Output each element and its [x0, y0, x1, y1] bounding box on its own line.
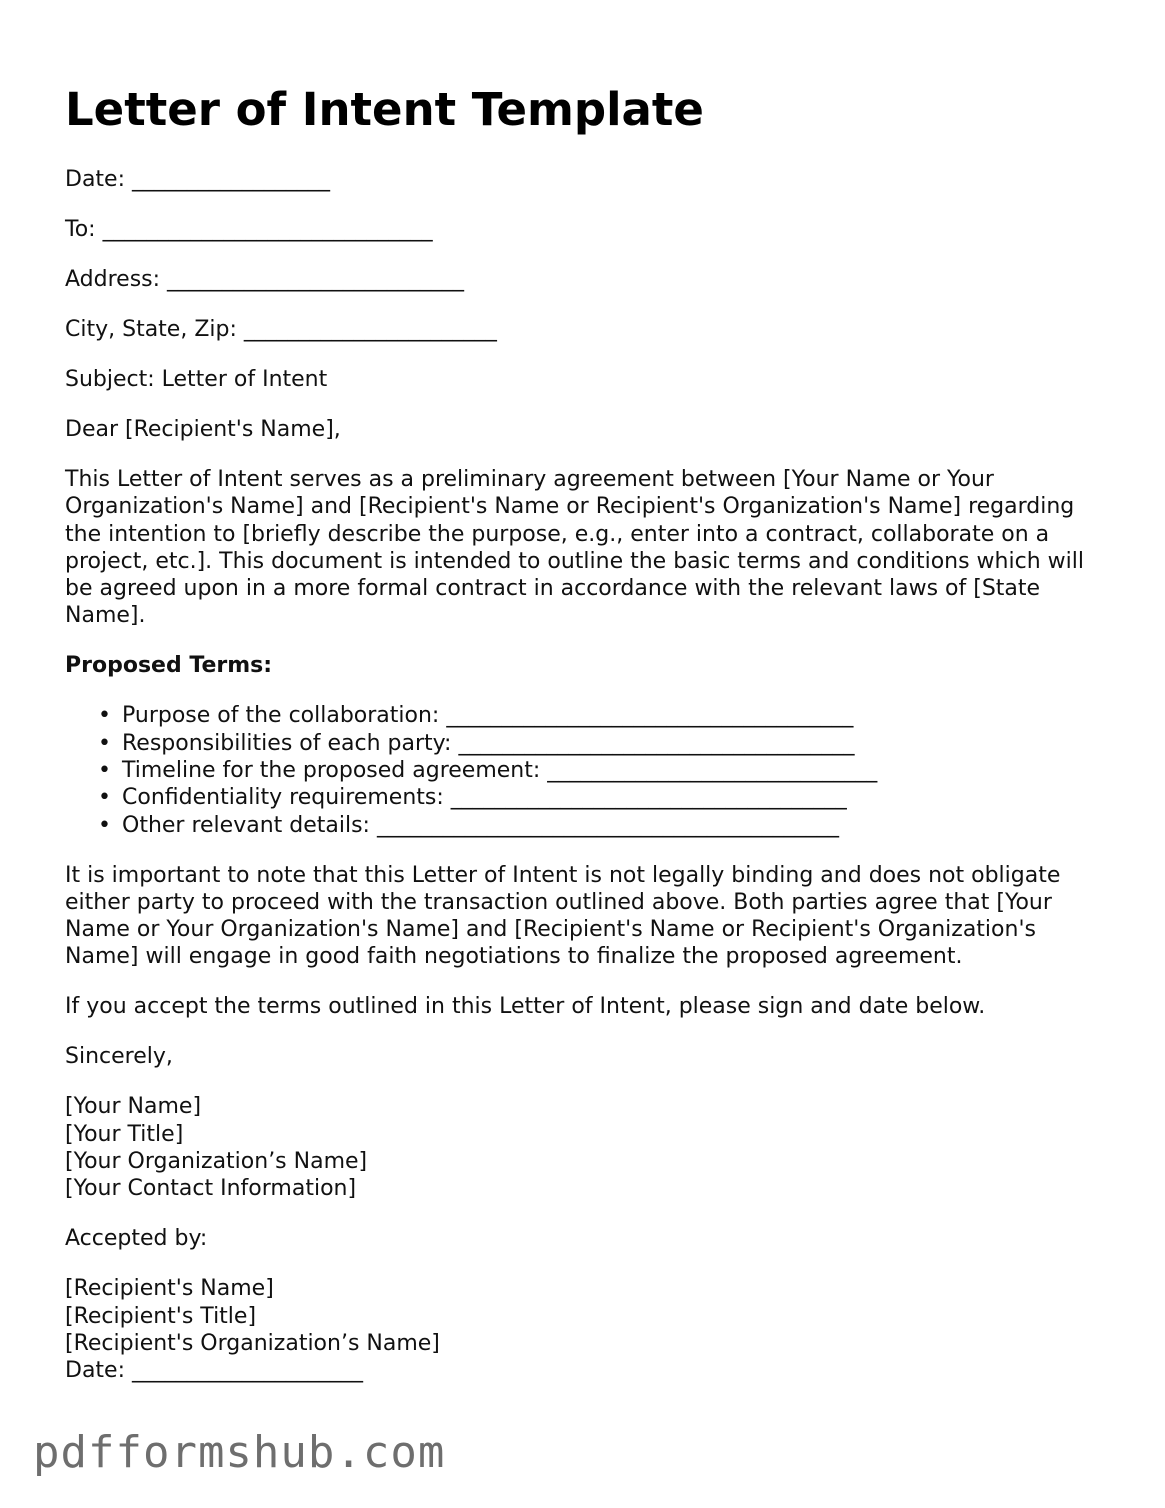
recipient-date: Date: _____________________	[65, 1358, 363, 1384]
list-item	[65, 757, 1105, 784]
list-item	[65, 784, 1105, 811]
sender-title: [Your Title]	[65, 1121, 184, 1147]
list-item	[65, 702, 1105, 729]
sender-organization: [Your Organization’s Name]	[65, 1148, 368, 1174]
recipient-name: [Recipient's Name]	[65, 1276, 274, 1302]
term-confidentiality: Confidentiality requirements: ____________________________________	[122, 785, 847, 811]
recipient-organization: [Recipient's Organization’s Name]	[65, 1330, 440, 1356]
bullet-icon: •	[98, 812, 111, 838]
recipient-block	[65, 1275, 1105, 1384]
term-responsibilities: Responsibilities of each party: ____________________________________	[122, 730, 855, 756]
date-field: Date: __________________	[65, 167, 330, 192]
subject-line: Subject: Letter of Intent	[65, 366, 328, 392]
watermark: pdfformshub.com	[33, 1427, 446, 1478]
recipient-title: [Recipient's Title]	[65, 1303, 257, 1329]
sender-contact: [Your Contact Information]	[65, 1176, 357, 1202]
page-title: Letter of Intent Template	[65, 83, 704, 136]
bullet-icon: •	[98, 785, 111, 811]
bullet-icon: •	[98, 730, 111, 756]
accept-paragraph: If you accept the terms outlined in this Letter of Intent, please sign and date below.	[65, 994, 986, 1020]
note-paragraph: It is important to note that this Letter of Intent is not legally binding and does not obligate either party to proceed with the transaction outlined above. Both parties agree that [Your Name or Your Organization's Name] and [Recipient's Name or Recipient's Organization's Name] will engage in good faith negotiations to finalize the proposed agreement.	[65, 862, 1061, 970]
salutation: Dear [Recipient's Name],	[65, 416, 341, 442]
intro-paragraph: This Letter of Intent serves as a preliminary agreement between [Your Name or Your Organization's Name] and [Recipient's Name or Recipient's Organization's Name] regarding the intention to [briefly describe the purpose, e.g., enter into a contract, collaborate on a project, etc.]. This document is intended to outline the basic terms and conditions which will be agreed upon in a more formal contract in accordance with the relevant laws of [State Name].	[65, 466, 1084, 629]
term-purpose: Purpose of the collaboration: _____________________________________	[122, 703, 854, 729]
closing: Sincerely,	[65, 1044, 173, 1070]
to-field: To: ______________________________	[65, 216, 433, 242]
accepted-by-label: Accepted by:	[65, 1226, 208, 1252]
city-state-zip-field: City, State, Zip: _______________________	[65, 316, 497, 342]
sender-name: [Your Name]	[65, 1094, 202, 1120]
proposed-terms-heading: Proposed Terms:	[65, 653, 273, 679]
address-field: Address: ___________________________	[65, 266, 465, 292]
bullet-icon: •	[98, 703, 111, 729]
list-item	[65, 812, 1105, 839]
term-timeline: Timeline for the proposed agreement: ______________________________	[122, 757, 878, 783]
term-other-details: Other relevant details: __________________________________________	[122, 812, 839, 838]
letter-page	[65, 80, 1105, 1407]
list-item	[65, 730, 1105, 757]
bullet-icon: •	[98, 757, 111, 783]
sender-block	[65, 1093, 1105, 1202]
proposed-terms-list	[65, 702, 1105, 838]
